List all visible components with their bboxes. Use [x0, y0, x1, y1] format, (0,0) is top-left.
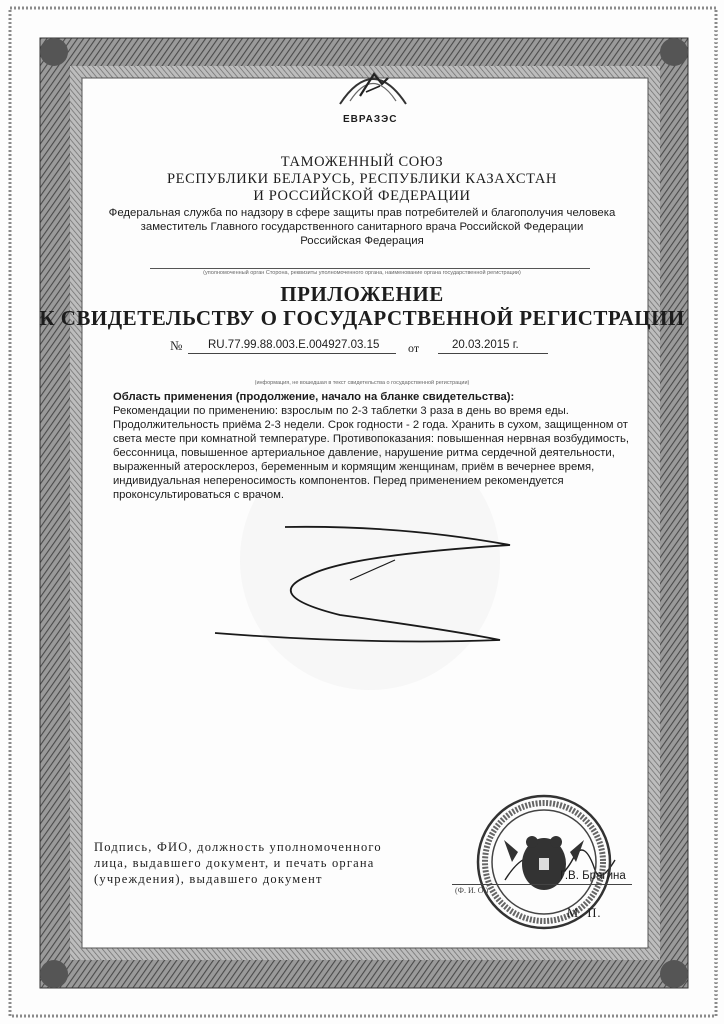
body-line: Продолжительность приёма 2-3 недели. Срок годности - 2 года. Хранить в сухом, защищенном от — [113, 419, 628, 431]
header-line-2: РЕСПУБЛИКИ БЕЛАРУСЬ, РЕСПУБЛИКИ КАЗАХСТАН — [166, 171, 558, 187]
stamp-place-label: М. П. — [567, 906, 602, 920]
authority-underline — [150, 268, 590, 269]
signature-caption-line: (учреждения), выдавшего документ — [94, 872, 323, 886]
registration-date-underline — [438, 353, 548, 354]
body-line: выраженный атеросклероз, беременным и кормящим женщинам, приём в вечернее время, — [113, 461, 595, 473]
body-line: света месте при комнатной температуре. Противопоказания: повышенная нервная возбудимость, — [113, 433, 630, 445]
signer-name: Г.В. Брагина — [560, 870, 626, 882]
body-line: проконсультироваться с врачом. — [113, 489, 285, 501]
signer-underline — [452, 884, 632, 885]
body-line: индивидуальная непереносимость компонентов. Перед применением рекомендуется — [113, 475, 564, 487]
cancellation-stroke — [200, 515, 530, 655]
registration-number-underline — [188, 353, 396, 354]
registration-number-label: № — [170, 338, 183, 353]
registration-date: 20.03.2015 г. — [452, 339, 519, 351]
authority-line-1: Федеральная служба по надзору в сфере защиты прав потребителей и благополучия человека — [108, 207, 616, 219]
registration-number: RU.77.99.88.003.Е.004927.03.15 — [208, 339, 380, 351]
signature-caption-line: Подпись, ФИО, должность уполномоченного — [94, 840, 382, 854]
logo-text: ЕВРАЗЭС — [343, 114, 398, 125]
authority-caption: (уполномоченный орган Сторона, реквизиты уполномоченного органа, наименование органа государственной регистрации) — [203, 270, 521, 276]
body-line: Рекомендации по применению: взрослым по 2-3 таблетки 3 раза в день во время еды. — [113, 405, 569, 417]
registration-caption: (информация, не вошедшая в текст свидетельства о государственной регистрации) — [254, 380, 470, 386]
title-line-1: ПРИЛОЖЕНИЕ — [280, 282, 444, 306]
authority-line-3: Российская Федерация — [300, 235, 424, 247]
body-heading: Область применения (продолжение, начало на бланке свидетельства): — [113, 391, 515, 403]
official-seal — [468, 792, 628, 932]
title-line-2: К СВИДЕТЕЛЬСТВУ О ГОСУДАРСТВЕННОЙ РЕГИСТРАЦИИ — [39, 306, 685, 330]
header-line-3: И РОССИЙСКОЙ ФЕДЕРАЦИИ — [253, 188, 471, 204]
signer-caption: (Ф. И. О.) — [455, 886, 489, 895]
registration-date-label: от — [408, 341, 420, 355]
signature-caption-line: лица, выдавшего документ, и печать органа — [94, 856, 375, 870]
authority-line-2: заместитель Главного государственного санитарного врача Российской Федерации — [140, 221, 584, 233]
header-line-1: ТАМОЖЕННЫЙ СОЮЗ — [280, 154, 444, 170]
body-line: бессонница, повышенное артериальное давление, нарушение ритма сердечной деятельности, — [113, 447, 615, 459]
